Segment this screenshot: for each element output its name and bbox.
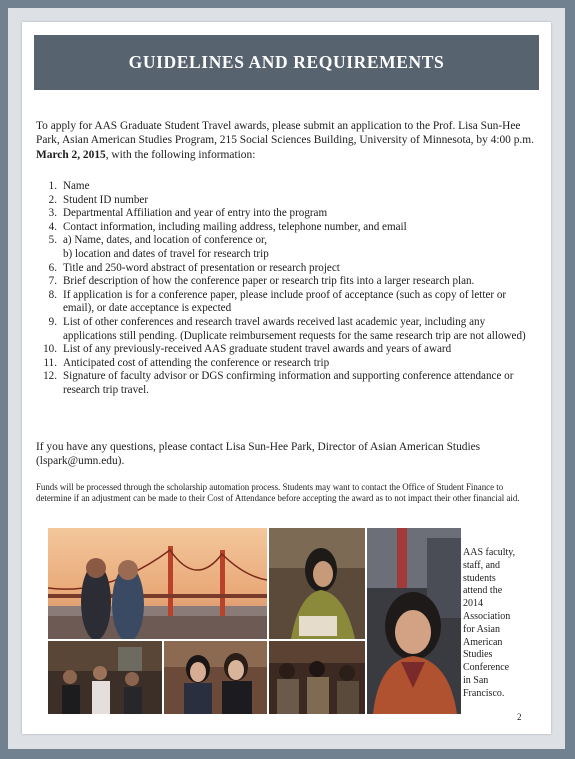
requirement-item <box>36 234 539 261</box>
requirement-text-line: Anticipated cost of attending the conference or research trip <box>63 356 330 369</box>
requirement-item <box>36 275 539 289</box>
requirement-text-line: Name <box>63 180 90 192</box>
requirement-text <box>63 221 539 235</box>
smiling-woman-portrait-photo <box>367 528 461 714</box>
deadline-date: March 2, 2015 <box>36 148 106 161</box>
requirement-number: 5. <box>48 234 57 247</box>
requirement-text-line: If application is for a conference paper, please include proof of acceptance (such as copy of letter or email), or date acceptance is expected <box>63 288 507 315</box>
intro-paragraph <box>36 119 539 162</box>
requirement-text <box>63 316 539 343</box>
requirement-text <box>63 262 539 276</box>
requirement-number: 6. <box>48 261 57 274</box>
requirements-list <box>36 180 539 398</box>
requirement-number: 3. <box>48 207 57 220</box>
caption-line: AAS faculty, <box>463 547 516 558</box>
requirement-text-line: Departmental Affiliation and year of entry into the program <box>63 207 328 220</box>
requirement-text-line: List of other conferences and research travel awards received last academic year, including any applications still pending. (Duplicate reimbursement requests for the same research trip are not allowed) <box>63 315 526 342</box>
requirement-text <box>63 370 539 397</box>
requirement-text-line: Signature of faculty advisor or DGS confirming information and supporting conference attendance or research trip travel. <box>63 370 514 396</box>
requirement-number: 7. <box>48 275 57 288</box>
requirement-text <box>63 194 539 208</box>
caption-line: Studies <box>463 649 493 661</box>
requirement-number: 1. <box>48 180 57 192</box>
requirement-text-line: Brief description of how the conference paper or research trip fits into a larger research plan. <box>63 275 475 288</box>
caption-line: in San <box>463 674 489 686</box>
requirement-item <box>36 180 539 194</box>
page-number: 2 <box>517 712 522 722</box>
group-reception-photo <box>48 641 162 714</box>
requirement-item <box>36 357 539 371</box>
requirement-text-line: Title and 250-word abstract of presentation or research project <box>63 261 340 274</box>
page-background <box>8 8 565 749</box>
requirement-text <box>63 357 539 371</box>
requirement-text-line: List of any previously-received AAS graduate student travel awards and years of award <box>63 343 452 356</box>
requirement-text-line: Student ID number <box>63 193 149 206</box>
requirement-text <box>63 289 539 316</box>
caption-line: 2014 <box>463 598 483 610</box>
requirement-number: 9. <box>48 315 57 328</box>
requirement-number: 10. <box>43 343 57 356</box>
page-title: GUIDELINES AND REQUIREMENTS <box>128 52 445 72</box>
requirement-item <box>36 194 539 208</box>
caption-line: American <box>463 636 503 648</box>
caption-line: staff, and <box>463 559 501 571</box>
golden-gate-photo <box>48 528 267 639</box>
requirement-number: 11. <box>43 356 57 369</box>
caption-line: Association <box>463 610 511 622</box>
caption-line: Francisco. <box>463 687 505 699</box>
requirement-item <box>36 370 539 397</box>
requirement-text <box>63 234 539 261</box>
woman-reading-photo <box>269 528 365 639</box>
requirement-item <box>36 316 539 343</box>
requirement-item <box>36 262 539 276</box>
requirement-text-line: a) Name, dates, and location of conference or, <box>63 234 268 247</box>
title-banner <box>34 35 539 90</box>
document-sheet <box>22 22 551 734</box>
requirement-text-line: Contact information, including mailing address, telephone number, and email <box>63 220 407 233</box>
requirement-text-continuation: b) location and dates of travel for research trip <box>63 247 269 260</box>
requirement-text <box>63 343 539 357</box>
requirement-item <box>36 207 539 221</box>
requirement-item <box>36 289 539 316</box>
requirement-text <box>63 207 539 221</box>
caption-line: attend the <box>463 585 503 597</box>
requirement-number: 4. <box>48 220 57 233</box>
funds-note: Funds will be processed through the scholarship automation process. Students may want to contact the Office of Student Finance to determine if an adjustment can be made to their Cost of Attendance before accepting the award as to not impact their other financial aid. <box>36 482 520 504</box>
requirement-number: 8. <box>48 288 57 301</box>
photo-caption <box>463 547 533 701</box>
caption-line: for Asian <box>463 623 500 635</box>
caption-line: students <box>463 572 496 584</box>
requirement-item <box>36 343 539 357</box>
requirement-text <box>63 275 539 289</box>
contact-paragraph: If you have any questions, please contact Lisa Sun-Hee Park, Director of Asian American Studies (lspark@umn.edu). <box>36 441 481 468</box>
intro-tail: , with the following information: <box>105 148 256 161</box>
requirement-item <box>36 221 539 235</box>
requirement-number: 2. <box>48 193 57 206</box>
requirement-text <box>63 180 539 194</box>
intro-lead: To apply for AAS Graduate Student Travel awards, please submit an application to the Prof. Lisa Sun-Hee Park, Asian American Studies Program, 215 Social Sciences Building, University of Minnesota, by 4:00 p.m. <box>36 120 534 147</box>
two-women-photo <box>164 641 267 714</box>
audience-photo <box>269 641 365 714</box>
caption-line: Conference <box>463 662 510 674</box>
requirement-number: 12. <box>43 370 57 383</box>
